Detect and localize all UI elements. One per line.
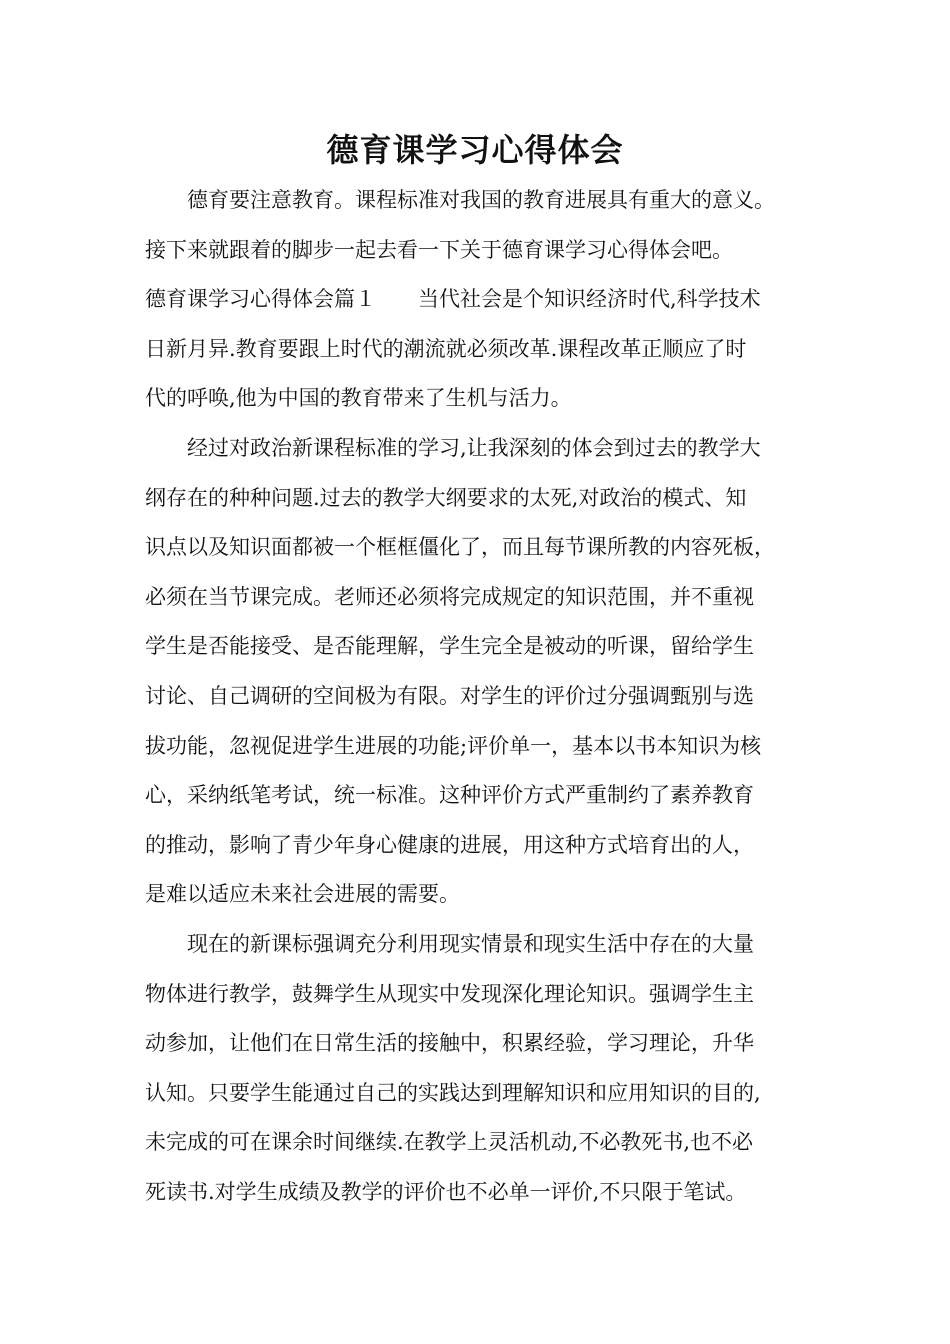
text-line: 讨论、自己调研的空间极为有限。对学生的评价过分强调甄别与选 [145,683,754,708]
text-line: 拔功能，忽视促进学生进展的功能;评价单一，基本以书本知识为核 [145,733,762,758]
text-line: 经过对政治新课程标准的学习,让我深刻的体会到过去的教学大 [145,435,761,460]
text-line: 学生是否能接受、是否能理解，学生完全是被动的听课，留给学生 [145,634,754,659]
text-line: 心，采纳纸笔考试，统一标准。这种评价方式严重制约了素养教育 [145,783,754,808]
text-line: 动参加，让他们在日常生活的接触中，积累经验，学习理论，升华 [145,1031,754,1056]
text-line: 死读书.对学生成绩及教学的评价也不必单一评价,不只限于笔试。 [145,1179,747,1204]
text-line: 代的呼唤,他为中国的教育带来了生机与活力。 [145,386,572,411]
text-line: 识点以及知识面都被一个框框僵化了，而且每节课所教的内容死板， [145,535,775,560]
text-line: 物体进行教学，鼓舞学生从现实中发现深化理论知识。强调学生主 [145,981,754,1006]
text-line: 认知。只要学生能通过自己的实践达到理解知识和应用知识的目的, [145,1080,761,1105]
text-line: 德育要注意教育。课程标准对我国的教育进展具有重大的意义。 [145,188,775,212]
document-body [145,176,825,1217]
text-line: 接下来就跟着的脚步一起去看一下关于德育课学习心得体会吧。 [145,237,733,262]
text-line: 日新月异.教育要跟上时代的潮流就必须改革.课程改革正顺应了时 [145,336,747,361]
text-line: 现在的新课标强调充分利用现实情景和现实生活中存在的大量 [145,931,754,956]
text-line: 是难以适应未来社会进展的需要。 [145,882,460,907]
document-title: 德育课学习心得体会 [326,131,624,169]
text-line: 的推动，影响了青少年身心健康的进展，用这种方式培育出的人， [145,832,754,857]
text-line: 德育课学习心得体会篇１ 当代社会是个知识经济时代,科学技术 [145,287,761,312]
text-line: 未完成的可在课余时间继续.在教学上灵活机动,不必教死书,也不必 [145,1130,754,1155]
text-line: 必须在当节课完成。老师还必须将完成规定的知识范围，并不重视 [145,584,754,609]
text-line: 纲存在的种种问题.过去的教学大纲要求的太死,对政治的模式、知 [145,485,747,510]
